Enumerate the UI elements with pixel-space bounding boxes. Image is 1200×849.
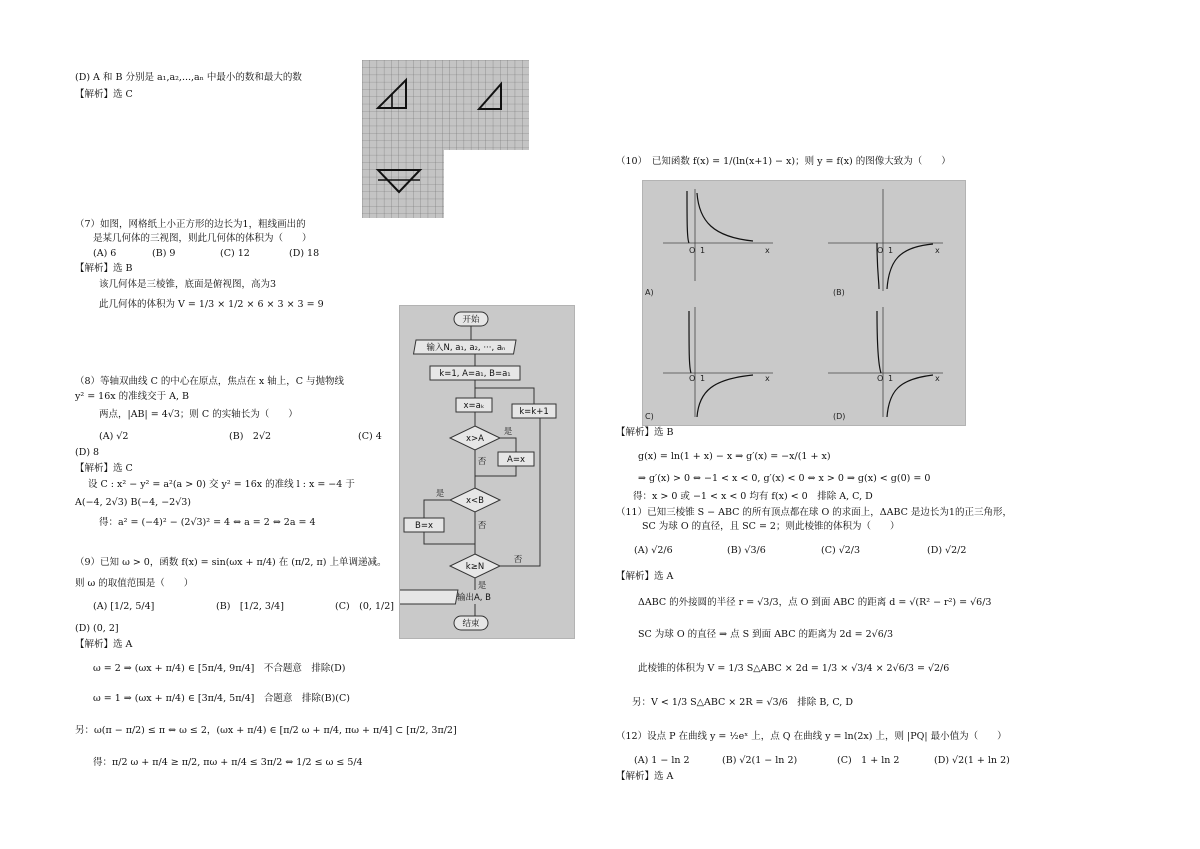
flowchart-svg <box>400 306 574 638</box>
q9-option-a: (A) [1/2, 5/4] <box>93 601 155 612</box>
grid-bottom <box>362 150 444 218</box>
flow-end-text: 结束 <box>462 619 480 629</box>
q9-stem-2: 则 ω 的取值范围是（ ） <box>75 578 194 589</box>
q7-stem-1: （7）如图，网格纸上小正方形的边长为1，粗线画出的 <box>75 219 306 230</box>
q7-option-a: (A) 6 <box>93 248 117 259</box>
q8-option-b: (B) 2√2 <box>229 431 272 442</box>
q9-option-b: (B) [1/2, 3/4] <box>216 601 284 612</box>
flow-yes-a: 是 <box>503 427 513 437</box>
q11-solution-2: SC 为球 O 的直径 ⇒ 点 S 到面 ABC 的距离为 2d = 2√6/3 <box>638 629 894 640</box>
q8-stem-2: y² = 16x 的准线交于 A, B <box>75 391 190 402</box>
q10-graphs-figure <box>642 180 966 426</box>
flow-output-text: 输出A, B <box>456 593 492 603</box>
graph-a-curve <box>687 191 753 243</box>
q7-option-d: (D) 18 <box>289 248 320 259</box>
flow-no-a: 否 <box>477 457 487 467</box>
q7-option-c: (C) 12 <box>220 248 250 259</box>
q9-option-d: (D) (0, 2] <box>75 623 119 634</box>
q7-solution-2: 此几何体的体积为 V = 1/3 × 1/2 × 6 × 3 × 3 = 9 <box>99 299 324 310</box>
graph-d-one: 1 <box>888 374 894 383</box>
q11-option-b: (B) √3/6 <box>727 545 766 556</box>
q10-solution-1: g(x) = ln(1 + x) − x ⇒ g′(x) = −x/(1 + x) <box>638 451 831 462</box>
graph-b-one: 1 <box>888 246 894 255</box>
q7-stem-2: 是某几何体的三视图，则此几何体的体积为（ ） <box>93 233 312 244</box>
flow-output-box <box>400 590 458 604</box>
q8-stem-3: 两点，|AB| = 4√3；则 C 的实轴长为（ ） <box>99 409 298 420</box>
flow-cond-n-text: k≥N <box>465 562 485 572</box>
q7-answer: 【解析】选 B <box>75 263 133 274</box>
q7-option-b: (B) 9 <box>152 248 176 259</box>
graph-d-x-label: x <box>935 374 940 383</box>
q12-option-a: (A) 1 − ln 2 <box>634 755 690 766</box>
q8-solution-3: 得：a² = (−4)² − (2√3)² = 4 ⇔ a = 2 ⇔ 2a = 4 <box>99 517 316 528</box>
graph-b-x-label: x <box>935 246 940 255</box>
graph-c-x-label: x <box>765 374 770 383</box>
q9-solution-3: 另：ω(π − π/2) ≤ π ⇔ ω ≤ 2，(ωx + π/4) ∈ [π/2 ω + π/4, πω + π/4] ⊂ [π/2, 3π/2] <box>75 725 457 736</box>
q8-option-d: (D) 8 <box>75 447 100 458</box>
q11-option-d: (D) √2/2 <box>927 545 967 556</box>
q11-solution-1: ΔABC 的外接圆的半径 r = √3/3，点 O 到面 ABC 的距离 d = √(R² − r²) = √6/3 <box>638 597 992 608</box>
q10-graphs-svg <box>643 181 965 425</box>
q6-answer: 【解析】选 C <box>75 89 133 100</box>
graph-a-label: A) <box>645 288 654 297</box>
graph-b-origin: O <box>877 246 884 255</box>
graph-d-curve <box>877 311 933 417</box>
flowchart-figure <box>399 305 575 639</box>
flow-yes-b: 是 <box>435 489 445 499</box>
q10-solution-3: 得：x > 0 或 −1 < x < 0 均有 f(x) < 0 排除 A, C, D <box>633 491 873 502</box>
flow-cond-a-text: x>A <box>466 434 484 444</box>
graph-c-curve <box>689 311 753 417</box>
flow-yes-n: 是 <box>477 581 487 591</box>
q8-option-a: (A) √2 <box>99 431 129 442</box>
flow-input-text: 输入N, a₁, a₂, ···, aₙ <box>426 343 506 353</box>
three-view-side-svg <box>449 60 529 150</box>
q9-solution-4: 得：π/2 ω + π/4 ≥ π/2, πω + π/4 ≤ 3π/2 ⇔ 1/2 ≤ ω ≤ 5/4 <box>93 757 363 768</box>
q11-stem-1: （11）已知三棱锥 S − ABC 的所有顶点都在球 O 的求面上，ΔABC 是边长为1的正三角形， <box>616 507 1012 518</box>
graph-d-origin: O <box>877 374 884 383</box>
q8-stem-1: （8）等轴双曲线 C 的中心在原点，焦点在 x 轴上，C 与抛物线 <box>75 376 345 387</box>
graph-d-label: (D) <box>833 412 846 421</box>
q8-option-c: (C) 4 <box>358 431 382 442</box>
graph-b-curve <box>877 243 933 289</box>
q10-stem: （10） 已知函数 f(x) = 1/(ln(x+1) − x)；则 y = f(x) 的图像大致为（ ） <box>616 156 951 167</box>
q9-solution-1: ω = 2 ⇒ (ωx + π/4) ∈ [5π/4, 9π/4] 不合题意 排除(D) <box>93 663 346 674</box>
graph-b-label: (B) <box>833 288 845 297</box>
q11-solution-4: 另：V < 1/3 S△ABC × 2R = √3/6 排除 B, C, D <box>632 697 853 708</box>
graph-a-origin: O <box>689 246 696 255</box>
three-view-figure <box>362 60 450 218</box>
graph-c-one: 1 <box>700 374 706 383</box>
q9-option-c: (C) (0, 1/2] <box>335 601 394 612</box>
three-view-figure-right <box>449 60 529 150</box>
flow-init-text: k=1, A=a₁, B=a₁ <box>439 369 511 379</box>
q11-stem-2: SC 为球 O 的直径，且 SC = 2；则此棱锥的体积为（ ） <box>642 521 900 532</box>
q11-option-c: (C) √2/3 <box>821 545 861 556</box>
q10-answer: 【解析】选 B <box>616 427 674 438</box>
q8-solution-1: 设 C : x² − y² = a²(a > 0) 交 y² = 16x 的准线 l : x = −4 于 <box>88 479 355 490</box>
q11-solution-3: 此棱锥的体积为 V = 1/3 S△ABC × 2d = 1/3 × √3/4 × 2√6/3 = √2/6 <box>638 663 950 674</box>
flow-assign-text: x=aₖ <box>463 401 485 411</box>
flow-no-b: 否 <box>477 521 487 531</box>
q6-option-d: (D) A 和 B 分别是 a₁,a₂,...,aₙ 中最小的数和最大的数 <box>75 72 302 83</box>
q7-solution-1: 该几何体是三棱锥，底面是俯视图，高为3 <box>99 279 277 290</box>
q8-solution-2: A(−4, 2√3) B(−4, −2√3) <box>75 497 192 508</box>
q11-option-a: (A) √2/6 <box>634 545 673 556</box>
flow-cond-b-text: x<B <box>466 496 484 506</box>
flow-set-b-text: B=x <box>415 521 433 531</box>
graph-a-x-label: x <box>765 246 770 255</box>
three-view-svg <box>362 60 450 218</box>
q12-answer: 【解析】选 A <box>616 771 674 782</box>
grid-side <box>449 60 529 150</box>
q9-solution-2: ω = 1 ⇒ (ωx + π/4) ∈ [3π/4, 5π/4] 合题意 排除(B)(C) <box>93 693 350 704</box>
flow-no-n: 否 <box>513 555 523 565</box>
q12-option-b: (B) √2(1 − ln 2) <box>722 755 798 766</box>
q8-answer: 【解析】选 C <box>75 463 133 474</box>
q9-answer: 【解析】选 A <box>75 639 133 650</box>
q11-answer: 【解析】选 A <box>616 571 674 582</box>
flow-incr-text: k=k+1 <box>519 407 549 417</box>
q12-option-d: (D) √2(1 + ln 2) <box>934 755 1010 766</box>
graph-c-label: C) <box>645 412 654 421</box>
flow-set-a-text: A=x <box>507 455 525 465</box>
q9-stem-1: （9）已知 ω > 0，函数 f(x) = sin(ωx + π/4) 在 (π/2, π) 上单调递减。 <box>75 557 387 568</box>
graph-a-one: 1 <box>700 246 706 255</box>
flow-start-text: 开始 <box>462 315 480 325</box>
q10-solution-2: ⇒ g′(x) > 0 ⇔ −1 < x < 0, g′(x) < 0 ⇔ x > 0 ⇒ g(x) < g(0) = 0 <box>638 473 931 484</box>
q12-option-c: (C) 1 + ln 2 <box>837 755 900 766</box>
graph-c-origin: O <box>689 374 696 383</box>
q12-stem: （12）设点 P 在曲线 y = ½eˣ 上，点 Q 在曲线 y = ln(2x) 上，则 |PQ| 最小值为（ ） <box>616 731 1007 742</box>
